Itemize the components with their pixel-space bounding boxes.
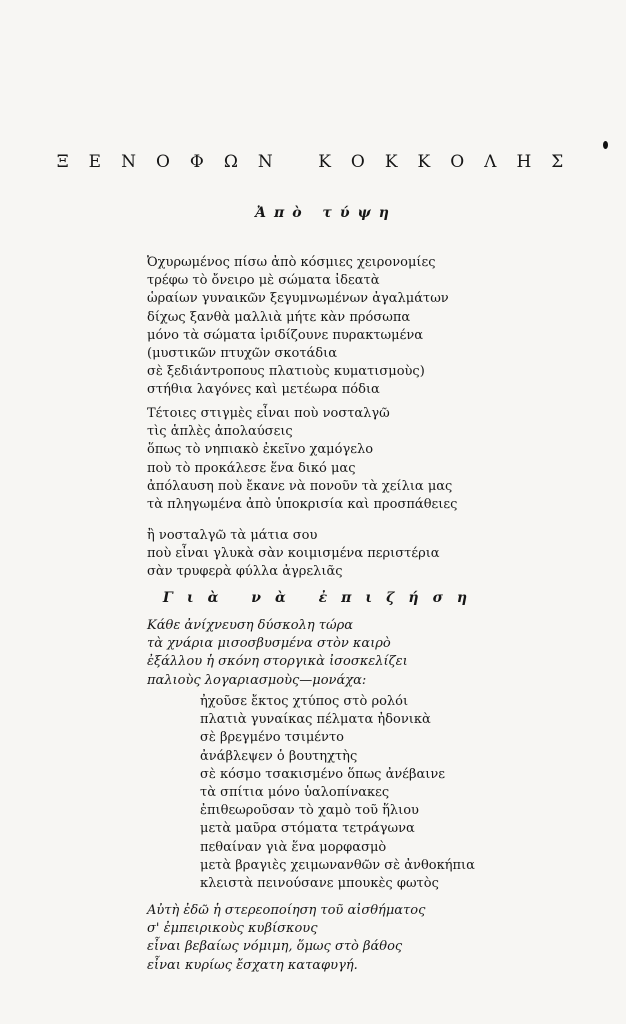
poem1-stanza-2 — [147, 405, 457, 514]
poem2-stanza-2 — [200, 693, 475, 893]
poem-line: ἢ νοσταλγῶ τὰ μάτια σου — [147, 528, 318, 543]
author-name: ΞΕΝΟΦΩΝ ΚΟΚΚΟΛΗΣ — [56, 152, 584, 172]
poem-line: σὰν τρυφερὰ φύλλα ἀγρελιᾶς — [147, 564, 343, 580]
poem-line: τὰ πληγωμένα ἀπὸ ὑποκρισία καὶ προσπάθειες — [147, 497, 458, 513]
poem-line: ἐξάλλου ἡ σκόνη στοργικὰ ἰσοσκελίζει — [147, 654, 408, 670]
poem-line: τὰ χνάρια μισοσβυσμένα στὸν καιρὸ — [147, 636, 391, 652]
poem-line: ὡραίων γυναικῶν ξεγυμνωμένων ἀγαλμάτων — [147, 291, 449, 307]
poem-line: πλατιὰ γυναίκας πέλματα ἠδονικὰ — [200, 712, 431, 728]
poem-line: Κάθε ἀνίχνευση δύσκολη τώρα — [147, 618, 353, 633]
poem-line: (μυστικῶν πτυχῶν σκοτάδια — [147, 346, 337, 362]
poem-line: μετὰ βραγιὲς χειμωνανθῶν σὲ ἀνθοκήπια — [200, 857, 475, 873]
poem-line: ἠχοῦσε ἔκτος χτύπος στὸ ρολόι — [200, 694, 409, 709]
poem-line: ὅπως τὸ νηπιακὸ ἐκεῖνο χαμόγελο — [147, 442, 374, 458]
poem-line: κλειστὰ πεινούσανε μπουκὲς φωτὸς — [200, 876, 439, 892]
poem-line: εἶναι κυρίως ἔσχατη καταφυγή. — [147, 957, 358, 973]
poem-line: παλιοὺς λογαριασμοὺς—μονάχα: — [147, 672, 367, 688]
poem-line: εἶναι βεβαίως νόμιμη, ὅμως στὸ βάθος — [147, 939, 403, 955]
poem2-stanza-3 — [147, 902, 425, 975]
poem-line: Αὐτὴ ἐδῶ ἡ στερεοποίηση τοῦ αἰσθήματος — [147, 903, 426, 918]
poem-line: μετὰ μαῦρα στόματα τετράγωνα — [200, 821, 415, 837]
poem-line: τὶς ἁπλὲς ἀπολαύσεις — [147, 424, 293, 440]
poem-line: ἀνάβλεψεν ὁ βουτηχτὴς — [200, 748, 358, 764]
ink-mark — [603, 141, 608, 149]
poem-line: σὲ βρεγμένο τσιμέντο — [200, 730, 344, 746]
poem-line: τρέφω τὸ ὄνειρο μὲ σώματα ἰδεατὰ — [147, 273, 380, 289]
poem-line: ποὺ εἶναι γλυκὰ σὰν κοιμισμένα περιστέρια — [147, 546, 440, 562]
poem-title-gia-na-epizisi: Γιὰ νὰ ἐπιζήση — [162, 590, 482, 606]
poem-line: πεθαίναν γιὰ ἕνα μορφασμὸ — [200, 839, 387, 855]
poem-line: Τέτοιες στιγμὲς εἶναι ποὺ νοσταλγῶ — [147, 406, 390, 421]
poem-line: ἀπόλαυση ποὺ ἔκανε νὰ πονοῦν τὰ χείλια μας — [147, 478, 453, 494]
poem-line: ποὺ τὸ προκάλεσε ἕνα δικό μας — [147, 460, 356, 476]
poem-line: σ' ἐμπειρικοὺς κυβίσκους — [147, 921, 318, 937]
poem-line: μόνο τὰ σώματα ἰριδίζουνε πυρακτωμένα — [147, 327, 424, 343]
poem-title-apo-typsi: Ἀπὸ τύψη — [255, 205, 397, 221]
poem-line: σὲ κόσμο τσακισμένο ὅπως ἀνέβαινε — [200, 766, 446, 782]
poem-line: στήθια λαγόνες καὶ μετέωρα πόδια — [147, 382, 380, 398]
poem-line: Ὀχυρωμένος πίσω ἀπὸ κόσμιες χειρονομίες — [147, 255, 436, 270]
poem2-stanza-1 — [147, 617, 408, 690]
poem1-stanza-1 — [147, 254, 449, 400]
poem1-stanza-3 — [147, 527, 440, 582]
poem-line: τὰ σπίτια μόνο ὑαλοπίνακες — [200, 785, 390, 801]
poem-line: δίχως ξανθὰ μαλλιὰ μήτε κὰν πρόσωπα — [147, 309, 411, 325]
poem-line: σὲ ξεδιάντροπους πλατιοὺς κυματισμοὺς) — [147, 364, 425, 380]
poem-line: ἐπιθεωροῦσαν τὸ χαμὸ τοῦ ἥλιου — [200, 803, 419, 819]
